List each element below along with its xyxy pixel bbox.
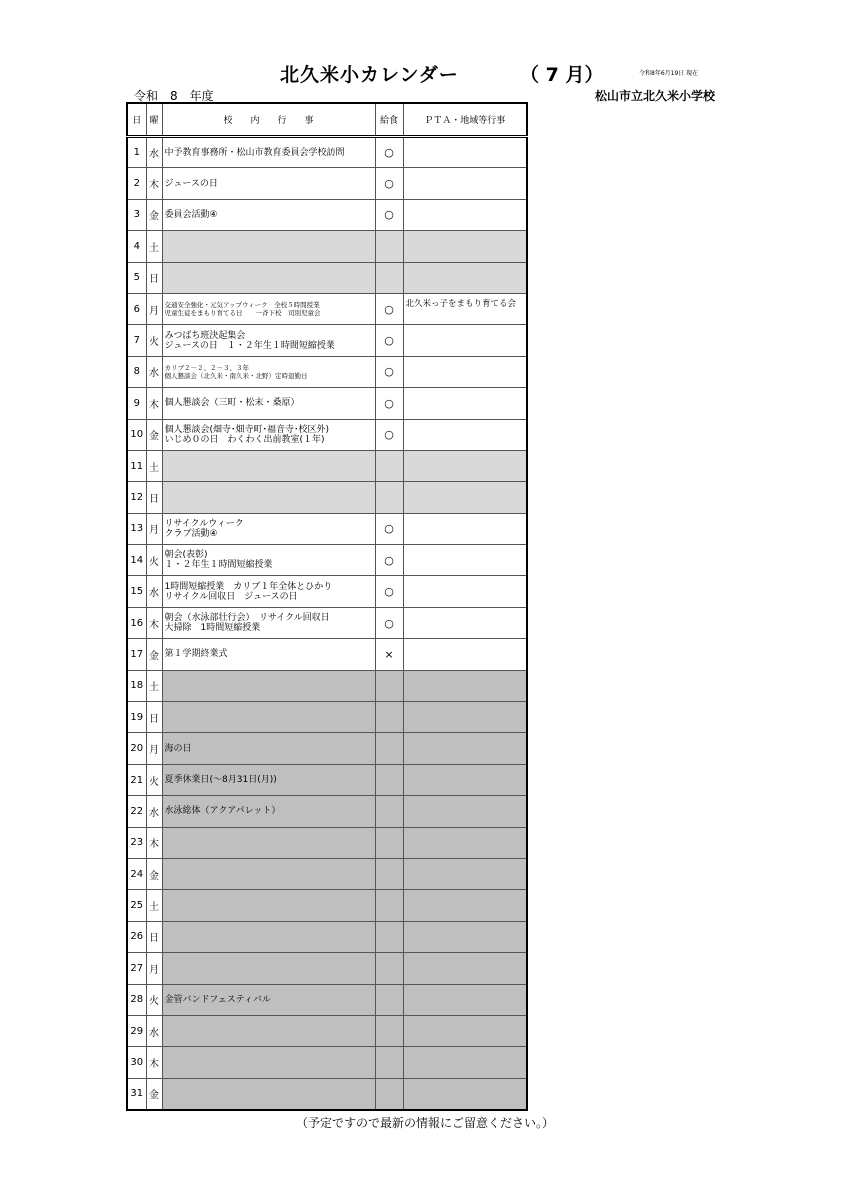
calendar-row — [127, 231, 527, 262]
pta-events — [403, 921, 527, 952]
day-number: 16 — [127, 607, 146, 638]
footer-note: （予定ですので最新の情報にご留意ください。） — [296, 1116, 555, 1130]
school-events — [162, 262, 375, 293]
pta-events — [403, 168, 527, 199]
lunch-mark: ○ — [375, 356, 403, 387]
pta-events — [403, 1078, 527, 1109]
lunch-mark — [375, 827, 403, 858]
calendar-row — [127, 419, 527, 450]
day-number: 6 — [127, 293, 146, 324]
weekday: 金 — [146, 199, 162, 230]
calendar-row — [127, 890, 527, 921]
pta-events — [403, 607, 527, 638]
pta-events — [403, 702, 527, 733]
pta-events — [403, 858, 527, 889]
weekday: 日 — [146, 262, 162, 293]
lunch-mark: ○ — [375, 607, 403, 638]
pta-events — [403, 670, 527, 701]
calendar-row — [127, 356, 527, 387]
lunch-mark: ○ — [375, 419, 403, 450]
day-number: 3 — [127, 199, 146, 230]
calendar-row — [127, 639, 527, 670]
calendar-row — [127, 450, 527, 481]
calendar-row — [127, 1047, 527, 1078]
school-events: 夏季休業日(～8月31日(月)) — [162, 764, 375, 795]
lunch-mark: ○ — [375, 168, 403, 199]
school-events: 1時間短縮授業 カリブ１年全体とひかり リサイクル回収日 ジュースの日 — [162, 576, 375, 607]
school-events: ジュースの日 — [162, 168, 375, 199]
lunch-mark — [375, 670, 403, 701]
pta-events — [403, 199, 527, 230]
school-events — [162, 827, 375, 858]
calendar-row — [127, 984, 527, 1015]
day-number: 7 — [127, 325, 146, 356]
calendar-row — [127, 137, 527, 168]
weekday: 木 — [146, 1047, 162, 1078]
school-events: 第１学期終業式 — [162, 639, 375, 670]
school-events: 個人懇談会(畑寺･畑寺町･福音寺･校区外) いじめ０の日 わくわく出前教室(１年) — [162, 419, 375, 450]
lunch-mark: ○ — [375, 325, 403, 356]
lunch-mark — [375, 984, 403, 1015]
calendar-row — [127, 325, 527, 356]
weekday: 水 — [146, 137, 162, 168]
day-number: 26 — [127, 921, 146, 952]
lunch-mark — [375, 733, 403, 764]
day-number: 27 — [127, 953, 146, 984]
school-events: 個人懇談会（三町・松末・桑原） — [162, 388, 375, 419]
day-number: 2 — [127, 168, 146, 199]
header-day: 日 — [127, 103, 146, 137]
pta-events: 北久米っ子をまもり育てる会 — [403, 293, 527, 324]
weekday: 日 — [146, 702, 162, 733]
lunch-mark — [375, 262, 403, 293]
school-events: 交通安全強化・元気アップウィーク 全校５時間授業 児童生徒をまもり育てる日 一斉下校 司別児童会 — [162, 293, 375, 324]
day-number: 30 — [127, 1047, 146, 1078]
pta-events — [403, 984, 527, 1015]
day-number: 24 — [127, 858, 146, 889]
calendar-row — [127, 1078, 527, 1109]
school-events — [162, 450, 375, 481]
lunch-mark — [375, 953, 403, 984]
calendar-row — [127, 733, 527, 764]
pta-events — [403, 325, 527, 356]
day-number: 18 — [127, 670, 146, 701]
day-number: 23 — [127, 827, 146, 858]
pta-events — [403, 639, 527, 670]
day-number: 1 — [127, 137, 146, 168]
weekday: 金 — [146, 419, 162, 450]
weekday: 日 — [146, 921, 162, 952]
day-number: 17 — [127, 639, 146, 670]
school-events: リサイクルウィーク クラブ活動④ — [162, 513, 375, 544]
weekday: 木 — [146, 607, 162, 638]
school-events — [162, 702, 375, 733]
weekday: 水 — [146, 796, 162, 827]
lunch-mark — [375, 450, 403, 481]
calendar-row — [127, 953, 527, 984]
pta-events — [403, 137, 527, 168]
pta-events — [403, 890, 527, 921]
weekday: 金 — [146, 639, 162, 670]
lunch-mark: ○ — [375, 137, 403, 168]
school-events — [162, 670, 375, 701]
school-events — [162, 890, 375, 921]
lunch-mark — [375, 1078, 403, 1109]
calendar-row — [127, 921, 527, 952]
day-number: 31 — [127, 1078, 146, 1109]
day-number: 13 — [127, 513, 146, 544]
day-number: 12 — [127, 482, 146, 513]
pta-events — [403, 231, 527, 262]
school-events — [162, 858, 375, 889]
month-label: （ 7 月） — [520, 64, 604, 86]
day-number: 20 — [127, 733, 146, 764]
header-events: 校 内 行 事 — [162, 103, 375, 137]
calendar-row — [127, 513, 527, 544]
weekday: 木 — [146, 388, 162, 419]
pta-events — [403, 482, 527, 513]
school-events — [162, 1047, 375, 1078]
weekday: 日 — [146, 482, 162, 513]
lunch-mark: ○ — [375, 388, 403, 419]
pta-events — [403, 513, 527, 544]
pta-events — [403, 796, 527, 827]
calendar-row — [127, 199, 527, 230]
weekday: 月 — [146, 293, 162, 324]
calendar-row — [127, 262, 527, 293]
pta-events — [403, 827, 527, 858]
pta-events — [403, 733, 527, 764]
day-number: 29 — [127, 1015, 146, 1046]
school-events: 海の日 — [162, 733, 375, 764]
pta-events — [403, 388, 527, 419]
day-number: 15 — [127, 576, 146, 607]
day-number: 14 — [127, 545, 146, 576]
day-number: 10 — [127, 419, 146, 450]
school-events: みつばち班決起集会 ジュースの日 １・２年生１時間短縮授業 — [162, 325, 375, 356]
pta-events — [403, 419, 527, 450]
day-number: 19 — [127, 702, 146, 733]
weekday: 火 — [146, 764, 162, 795]
weekday: 土 — [146, 670, 162, 701]
calendar-row — [127, 482, 527, 513]
calendar-row — [127, 576, 527, 607]
calendar-row — [127, 607, 527, 638]
weekday: 金 — [146, 858, 162, 889]
calendar-row — [127, 168, 527, 199]
school-events: 委員会活動④ — [162, 199, 375, 230]
school-events: 金管バンドフェスティバル — [162, 984, 375, 1015]
school-events — [162, 953, 375, 984]
day-number: 11 — [127, 450, 146, 481]
lunch-mark — [375, 858, 403, 889]
pta-events — [403, 545, 527, 576]
lunch-mark: × — [375, 639, 403, 670]
header-row — [127, 103, 527, 137]
calendar-row — [127, 858, 527, 889]
lunch-mark — [375, 482, 403, 513]
calendar-body — [127, 137, 527, 1110]
weekday: 木 — [146, 827, 162, 858]
pta-events — [403, 576, 527, 607]
weekday: 月 — [146, 953, 162, 984]
pta-events — [403, 262, 527, 293]
pta-events — [403, 953, 527, 984]
day-number: 28 — [127, 984, 146, 1015]
lunch-mark: ○ — [375, 199, 403, 230]
weekday: 土 — [146, 450, 162, 481]
school-events: 朝会（水泳部壮行会） リサイクル回収日 大掃除 1時間短縮授業 — [162, 607, 375, 638]
calendar-table — [126, 102, 528, 1111]
school-events — [162, 1015, 375, 1046]
pta-events — [403, 450, 527, 481]
weekday: 火 — [146, 984, 162, 1015]
school-name: 松山市立北久米小学校 — [595, 89, 716, 103]
calendar-row — [127, 670, 527, 701]
lunch-mark — [375, 231, 403, 262]
pta-events — [403, 764, 527, 795]
as-of-date: 令和8年6月19日 現在 — [639, 70, 699, 77]
calendar-title: 北久米小カレンダー — [280, 64, 459, 86]
lunch-mark — [375, 702, 403, 733]
day-number: 21 — [127, 764, 146, 795]
fiscal-year: 令和 8 年度 — [134, 89, 214, 103]
weekday: 月 — [146, 513, 162, 544]
lunch-mark: ○ — [375, 293, 403, 324]
lunch-mark: ○ — [375, 576, 403, 607]
pta-events — [403, 356, 527, 387]
day-number: 4 — [127, 231, 146, 262]
lunch-mark — [375, 890, 403, 921]
calendar-row — [127, 293, 527, 324]
school-events — [162, 482, 375, 513]
header-weekday: 曜 — [146, 103, 162, 137]
school-events — [162, 921, 375, 952]
header-lunch: 給食 — [375, 103, 403, 137]
weekday: 水 — [146, 576, 162, 607]
weekday: 水 — [146, 356, 162, 387]
lunch-mark: ○ — [375, 545, 403, 576]
school-events: カリブ２－２、２－３、３年 個人懇談会（北久米・南久米・北野）定時退勤日 — [162, 356, 375, 387]
school-events — [162, 231, 375, 262]
calendar-row — [127, 1015, 527, 1046]
header-pta: ＰＴＡ・地域等行事 — [403, 103, 527, 137]
calendar-row — [127, 545, 527, 576]
weekday: 土 — [146, 231, 162, 262]
pta-events — [403, 1047, 527, 1078]
weekday: 火 — [146, 545, 162, 576]
lunch-mark — [375, 1015, 403, 1046]
weekday: 月 — [146, 733, 162, 764]
day-number: 8 — [127, 356, 146, 387]
lunch-mark: ○ — [375, 513, 403, 544]
weekday: 火 — [146, 325, 162, 356]
day-number: 22 — [127, 796, 146, 827]
calendar-row — [127, 796, 527, 827]
day-number: 9 — [127, 388, 146, 419]
school-events: 水泳総体（アクアパレット） — [162, 796, 375, 827]
lunch-mark — [375, 921, 403, 952]
calendar-row — [127, 764, 527, 795]
school-events: 朝会(表彰) １・２年生１時間短縮授業 — [162, 545, 375, 576]
day-number: 25 — [127, 890, 146, 921]
weekday: 水 — [146, 1015, 162, 1046]
lunch-mark — [375, 796, 403, 827]
weekday: 土 — [146, 890, 162, 921]
pta-events — [403, 1015, 527, 1046]
calendar-row — [127, 702, 527, 733]
lunch-mark — [375, 764, 403, 795]
lunch-mark — [375, 1047, 403, 1078]
calendar-row — [127, 827, 527, 858]
calendar-row — [127, 388, 527, 419]
school-events — [162, 1078, 375, 1109]
day-number: 5 — [127, 262, 146, 293]
weekday: 金 — [146, 1078, 162, 1109]
weekday: 木 — [146, 168, 162, 199]
school-events: 中予教育事務所・松山市教育委員会学校訪問 — [162, 137, 375, 168]
